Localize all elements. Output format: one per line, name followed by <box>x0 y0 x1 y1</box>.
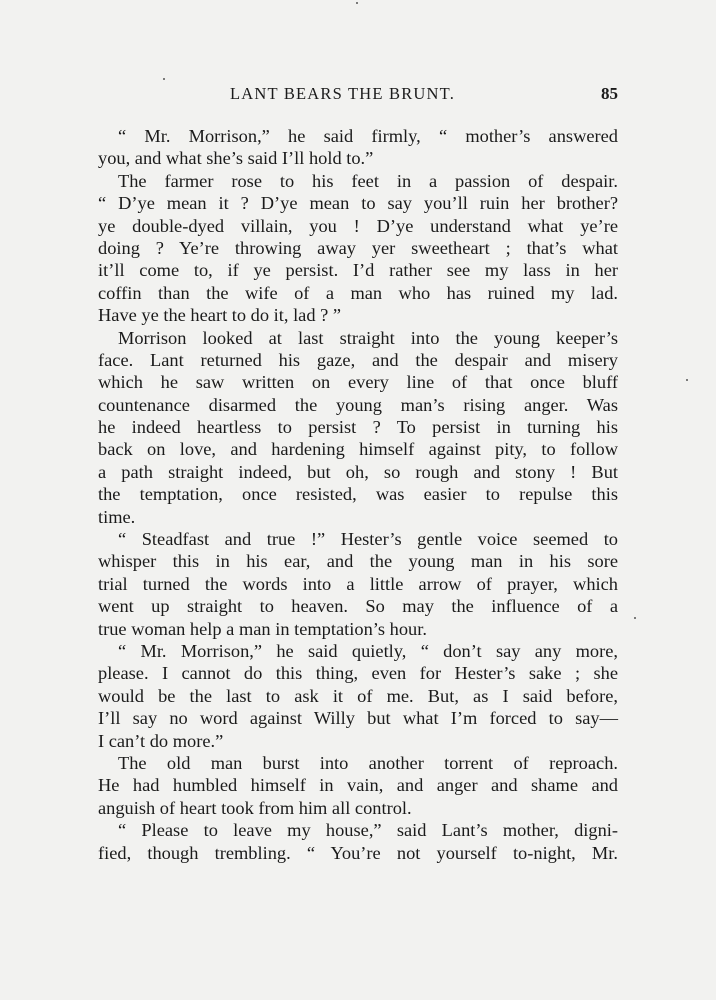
text-line: you, and what she’s said I’ll hold to.” <box>98 148 374 169</box>
text-line: it’ll come to, if ye persist. I’d rather see my lass in her <box>98 260 618 281</box>
text-line: “ Mr. Morrison,” he said firmly, “ mother’s answered <box>118 126 618 146</box>
text-line: The old man burst into another torrent of reproach. <box>118 752 618 773</box>
page-header <box>98 84 618 112</box>
speck-mark <box>163 78 165 80</box>
text-line: trial turned the words into a little arrow of prayer, which <box>98 573 618 594</box>
text-line: Have ye the heart to do it, lad ? ” <box>98 305 342 326</box>
text-line: back on love, and hardening himself against pity, to follow <box>98 439 618 460</box>
text-line: would be the last to ask it of me. But, as I said before, <box>98 685 618 706</box>
text-line: “ Please to leave my house,” said Lant’s mother, digni- <box>118 820 618 841</box>
text-line: anguish of heart took from him all control. <box>98 797 412 818</box>
running-title: LANT BEARS THE BRUNT. <box>230 84 456 103</box>
text-line: “ D’ye mean it ? D’ye mean to say you’ll ruin her brother? <box>98 193 618 214</box>
text-line: coffin than the wife of a man who has ruined my lad. <box>98 282 618 303</box>
text-line: time. <box>98 506 136 527</box>
text-line: He had humbled himself in vain, and anger and shame and <box>98 775 618 796</box>
text-line: a path straight indeed, but oh, so rough and stony ! But <box>98 461 618 482</box>
text-line: which he saw written on every line of that once bluff <box>98 372 618 393</box>
speck-mark <box>356 2 358 4</box>
page-number: 85 <box>601 84 618 103</box>
text-line: “ Steadfast and true !” Hester’s gentle voice seemed to <box>118 529 618 550</box>
text-line: “ Mr. Morrison,” he said quietly, “ don’t say any more, <box>118 640 618 661</box>
text-line: the temptation, once resisted, was easier to repulse this <box>98 484 618 505</box>
text-line: I’ll say no word against Willy but what I’m forced to say— <box>98 708 618 729</box>
text-line: The farmer rose to his feet in a passion of despair. <box>118 170 618 191</box>
text-line: countenance disarmed the young man’s rising anger. Was <box>98 394 618 415</box>
body-text <box>98 125 618 864</box>
text-line: true woman help a man in temptation’s hour. <box>98 618 427 639</box>
speck-mark <box>686 379 688 381</box>
text-line: please. I cannot do this thing, even for Hester’s sake ; she <box>98 663 618 684</box>
text-line: I can’t do more.” <box>98 730 224 751</box>
text-line: ye double-dyed villain, you ! D’ye understand what ye’re <box>98 215 618 236</box>
text-line: Morrison looked at last straight into the young keeper’s <box>118 327 618 348</box>
text-line: face. Lant returned his gaze, and the despair and misery <box>98 349 618 370</box>
text-line: went up straight to heaven. So may the influence of a <box>98 596 618 617</box>
text-line: fied, though trembling. “ You’re not yourself to-night, Mr. <box>98 842 618 863</box>
text-line: he indeed heartless to persist ? To persist in turning his <box>98 417 618 438</box>
text-line: doing ? Ye’re throwing away yer sweetheart ; that’s what <box>98 237 618 258</box>
speck-mark <box>634 617 636 619</box>
text-line: whisper this in his ear, and the young man in his sore <box>98 551 618 572</box>
